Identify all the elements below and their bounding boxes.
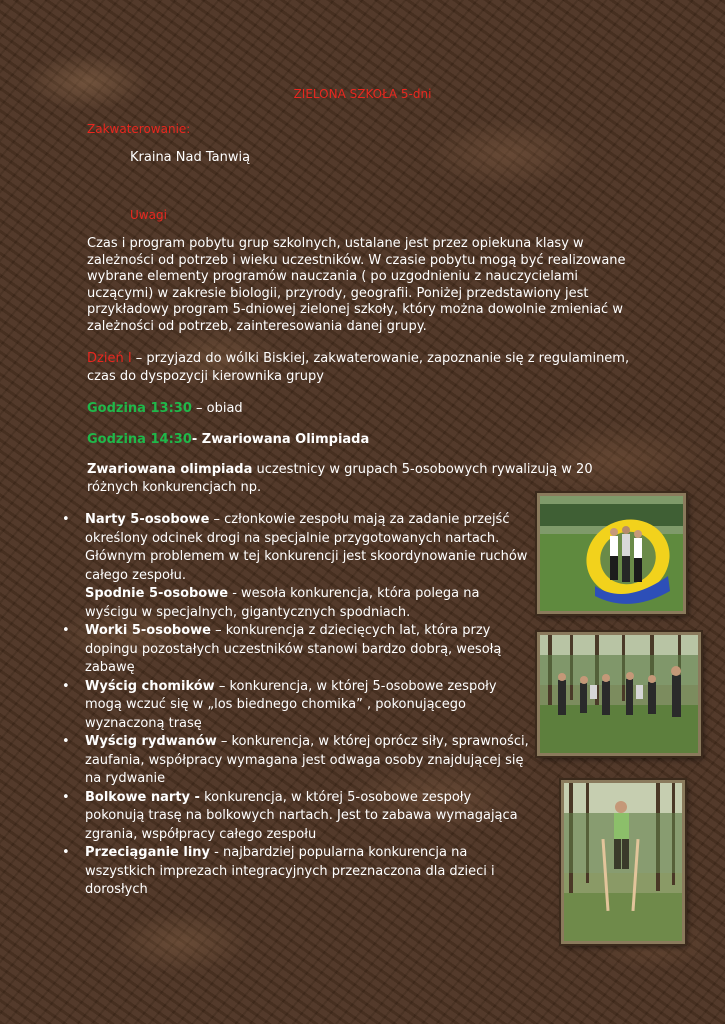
list-item — [60, 622, 530, 678]
competition-text: - wesoła konkurencja, która polega na wyścigu w specjalnych, gigantycznych spodniach. — [85, 586, 480, 620]
competition-name: Worki 5-osobowe — [85, 623, 211, 638]
notes-text: Czas i program pobytu grup szkolnych, ustalane jest przez opiekuna klasy w zależności od potrzeb i wieku uczestników. W czasie pobytu mogą być realizowane wybrane elementy programów nauczania ( po uzgodnieniu z nauczycielami uczącymi) w zakresie biologii, przyrody, geografii. Poniżej przedstawiony jest przykładowy program 5-dniowej zielonej szkoły, który można dowolnie zmieniać w zależności od potrzeb, zainteresowania danej grupy. — [87, 236, 626, 334]
competition-name: Spodnie 5-osobowe — [85, 586, 229, 601]
competition-text: – członkowie zespołu mają za zadanie przejść określony odcinek drogi na specjalnie przygotowanych nartach. Głównym problemem w tej konkurencji jest skoordynowanie ruchów całego zespołu. — [85, 512, 528, 583]
competition-name: Bolkowe narty - — [85, 789, 200, 805]
competition-name: Przeciąganie liny — [85, 845, 211, 860]
olympics-bold: Zwariowana olimpiada — [87, 462, 253, 477]
day1-label: Dzień I — [87, 351, 132, 366]
schedule-time: Godzina 14:30 — [87, 432, 192, 447]
list-item — [60, 585, 530, 622]
competition-name: Wyścig rydwanów — [85, 734, 217, 749]
notes-label: Uwagi — [130, 208, 167, 222]
schedule-text: - Zwariowana Olimpiada — [191, 432, 370, 447]
hamster-race-photo — [537, 493, 686, 614]
competitions-list — [60, 511, 530, 900]
list-item — [60, 844, 530, 900]
list-item — [60, 733, 530, 789]
list-item — [60, 789, 530, 845]
accommodation-label: Zakwaterowanie: — [87, 122, 191, 136]
competition-text: – konkurencja z dziecięcych lat, która przy dopingu pozostałych uczestników stanowi bardzo dobrą, wesołą zabawę — [85, 623, 502, 675]
day1-text: – przyjazd do wólki Biskiej, zakwaterowanie, zapoznanie się z regulaminem, czas do dyspozycji kierownika grupy — [87, 351, 630, 384]
competition-text: – konkurencja, w której oprócz siły, sprawności, zaufania, współpracy wymagana jest odwaga osoby znajdującej się na rydwanie — [85, 734, 529, 786]
list-item — [60, 511, 530, 585]
stilts-photo — [561, 780, 685, 944]
competition-text: – konkurencja, w której 5-osobowe zespoły mogą wczuć się w „los biednego chomika” , pokonującego wyznaczoną trasę — [85, 678, 497, 731]
list-item — [60, 678, 530, 734]
accommodation-place: Kraina Nad Tanwią — [130, 150, 251, 165]
competition-text: - najbardziej popularna konkurencja na wszystkich imprezach integracyjnych przeznaczona dla dzieci i dorosłych — [85, 845, 495, 897]
competition-text: konkurencja, w której 5-osobowe zespoły pokonują trasę na bolkowych nartach. Jest to zabawa wymagająca zgrania, współpracy całego zespołu — [85, 789, 518, 842]
schedule-item — [87, 431, 369, 449]
schedule-text: – obiad — [191, 401, 243, 416]
olympics-text: uczestnicy w grupach 5-osobowych rywalizują w 20 różnych konkurencjach np. — [87, 462, 593, 495]
competition-name: Narty 5-osobowe — [85, 512, 210, 527]
day1-paragraph — [87, 350, 642, 386]
group-games-photo — [537, 632, 701, 756]
schedule-time: Godzina 13:30 — [87, 401, 192, 416]
schedule-item — [87, 400, 243, 418]
page-title: ZIELONA SZKOŁA 5-dni — [293, 87, 432, 101]
competition-name: Wyścig chomików — [85, 678, 215, 694]
olympics-paragraph — [87, 461, 627, 497]
